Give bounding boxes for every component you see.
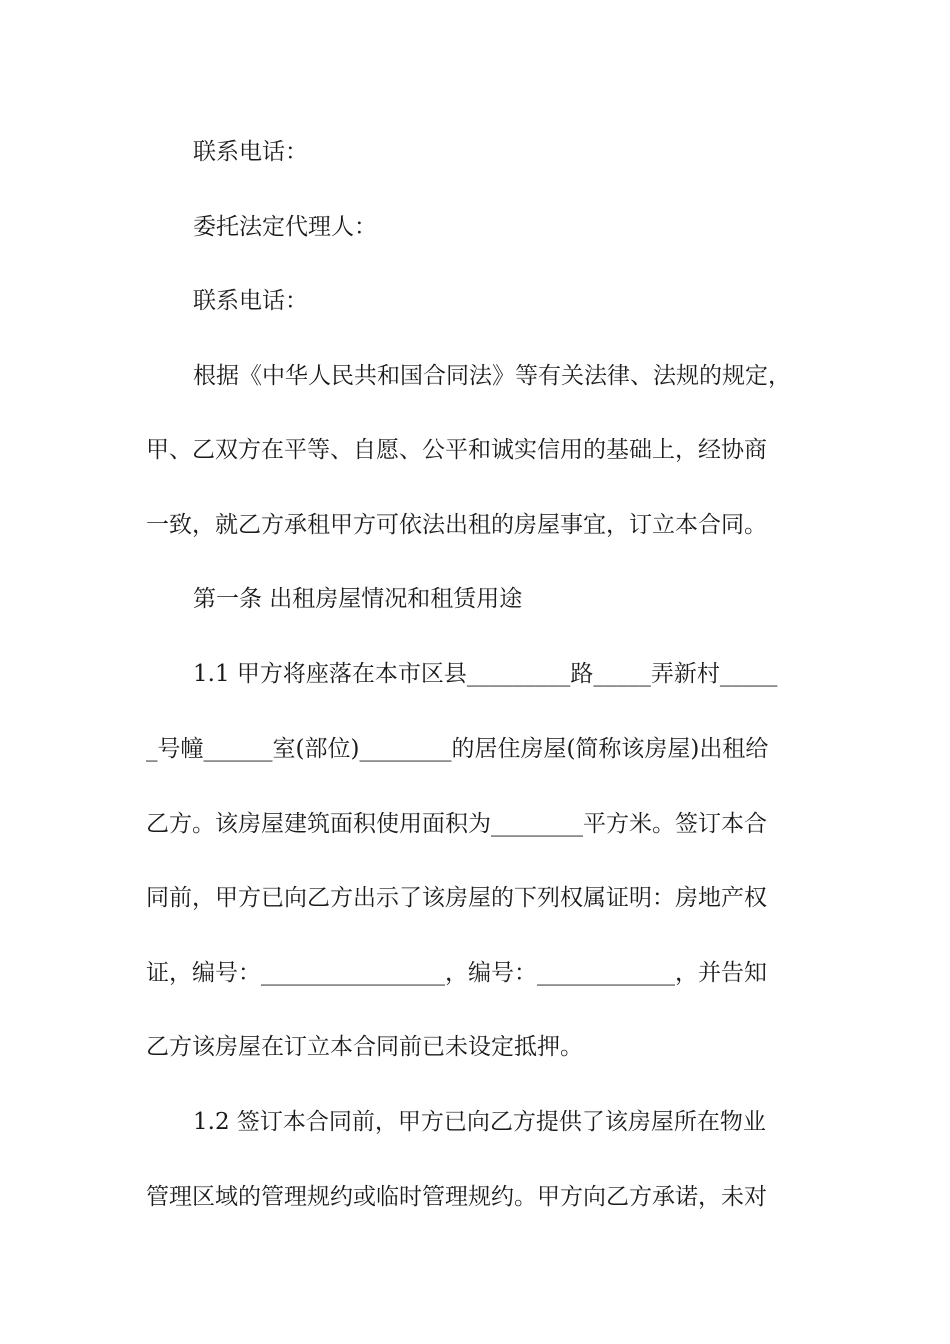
article-1-heading: 第一条 出租房屋情况和租赁用途: [193, 586, 523, 612]
contact-phone-line-2: 联系电话：: [193, 288, 308, 314]
contact-phone-line-1: 联系电话：: [193, 139, 308, 165]
clause-1-1-line-5: 证，编号：________________，编号：____________，并告知: [146, 960, 767, 986]
legal-agent-line: 委托法定代理人：: [193, 214, 377, 240]
preamble-line-3: 一致，就乙方承租甲方可依法出租的房屋事宜，订立本合同。: [146, 512, 767, 538]
clause-1-1-line-4: 同前，甲方已向乙方出示了该房屋的下列权属证明：房地产权: [146, 885, 767, 911]
preamble-line-2: 甲、乙双方在平等、自愿、公平和诚实信用的基础上，经协商: [146, 437, 767, 463]
clause-1-1-line-3: 乙方。该房屋建筑面积使用面积为________平方米。签订本合: [146, 811, 767, 837]
clause-1-1-line-2: _号幢______室(部位)________的居住房屋(简称该房屋)出租给: [146, 736, 769, 762]
clause-1-1-line-6: 乙方该房屋在订立本合同前已未设定抵押。: [146, 1034, 583, 1060]
clause-1-2-line-1: 1.2 签订本合同前，甲方已向乙方提供了该房屋所在物业: [193, 1109, 766, 1135]
preamble-line-1: 根据《中华人民共和国合同法》等有关法律、法规的规定，: [193, 363, 791, 389]
clause-1-2-line-2: 管理区域的管理规约或临时管理规约。甲方向乙方承诺，未对: [146, 1184, 767, 1210]
clause-1-1-line-1: 1.1 甲方将座落在本市区县_________路_____弄新村_____: [193, 661, 778, 687]
